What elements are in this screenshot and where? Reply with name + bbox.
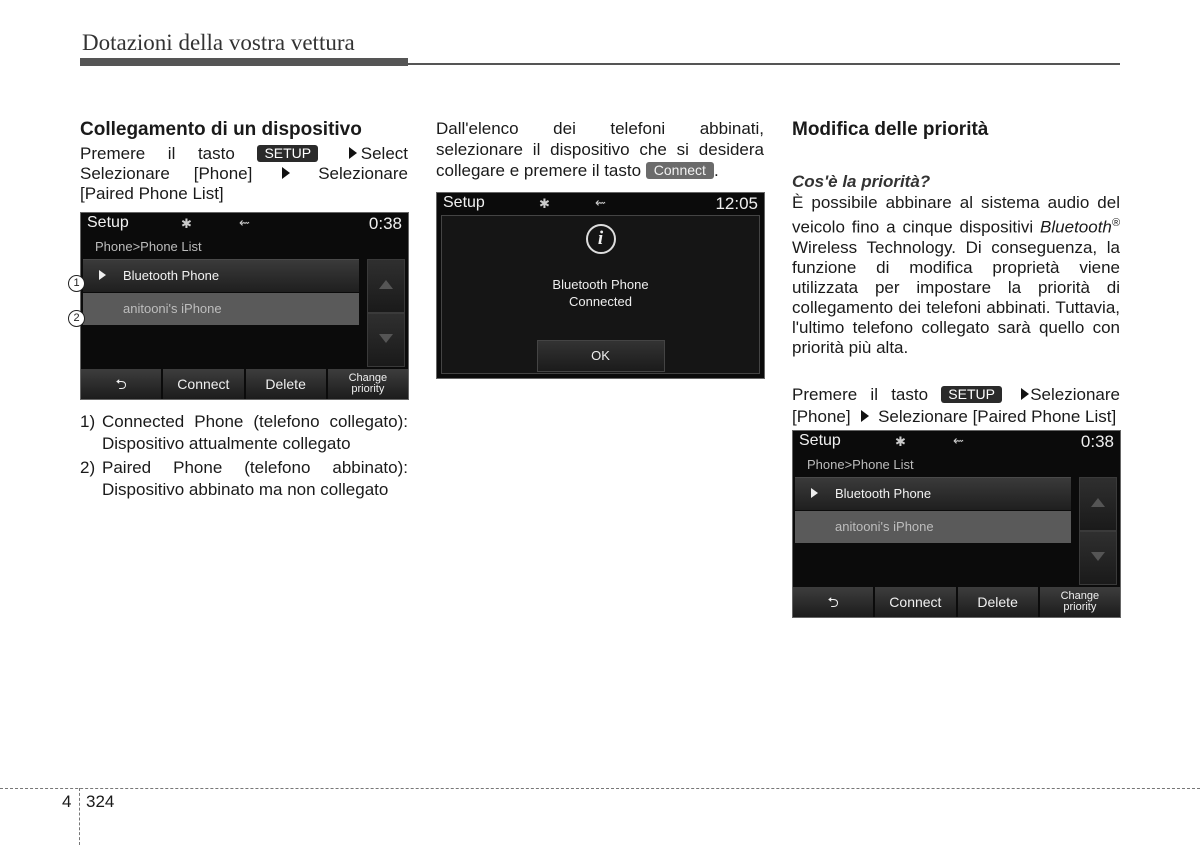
- back-button[interactable]: ⮌: [793, 587, 873, 617]
- popup-message: [442, 276, 759, 310]
- setup-key-tag: SETUP: [941, 386, 1002, 403]
- popup-message-line: Bluetooth Phone: [552, 277, 649, 292]
- page-header-title: Dotazioni della vostra vettura: [82, 30, 355, 55]
- chevron-down-icon: [379, 334, 393, 343]
- arrow-right-icon: [282, 167, 290, 179]
- instr-text: [Paired Phone List]: [80, 184, 224, 203]
- note-number: 2): [80, 458, 96, 477]
- list-item-label: Bluetooth Phone: [835, 486, 932, 501]
- scroll-up-button[interactable]: [367, 259, 405, 313]
- back-button[interactable]: ⮌: [81, 369, 161, 399]
- usb-icon: ⇜: [595, 195, 606, 210]
- section-number: 4: [62, 792, 72, 811]
- notes-list: [80, 411, 408, 501]
- list-item-bluetooth-phone[interactable]: [83, 259, 359, 292]
- delete-button[interactable]: Delete: [246, 369, 326, 399]
- softkey-label: priority: [351, 383, 385, 395]
- chevron-up-icon: [1091, 498, 1105, 507]
- connect-button[interactable]: Connect: [163, 369, 243, 399]
- list-item-label: Bluetooth Phone: [123, 268, 220, 283]
- column-3: [792, 118, 1120, 428]
- note-item: [80, 411, 408, 455]
- list-item-label: anitooni's iPhone: [835, 519, 934, 534]
- ok-button[interactable]: OK: [537, 340, 665, 372]
- body-text: È possibile abbinare al sistema audio del veicolo fino a cinque dispositivi: [792, 193, 1120, 237]
- header-rule-thick: [80, 58, 408, 66]
- instr-text: Premere il tasto: [80, 144, 235, 163]
- info-icon: i: [586, 224, 616, 254]
- list-item-label: anitooni's iPhone: [123, 301, 222, 316]
- note-text: Connected Phone (telefono collegato): Dispositivo attualmente collegato: [102, 412, 408, 453]
- scroll-up-button[interactable]: [1079, 477, 1117, 531]
- section-heading-priority: Modifica delle priorità: [792, 119, 989, 140]
- column-2-text: [436, 118, 764, 181]
- screen-clock: 0:38: [1080, 432, 1114, 451]
- section-heading-connect-device: Collegamento di un dispositivo: [80, 119, 362, 140]
- setup-key-tag: SETUP: [257, 145, 318, 162]
- screen-status-bar: [437, 193, 764, 215]
- screen-title: Setup: [799, 432, 841, 449]
- callout-2: 2: [68, 310, 85, 327]
- instr-text: Selezionare: [1030, 384, 1120, 404]
- footer-divider: [79, 788, 80, 845]
- bluetooth-icon: ✱: [895, 434, 906, 449]
- screen-clock: 0:38: [368, 214, 402, 233]
- subheading-what-is-priority: Cos'è la priorità?: [792, 172, 931, 191]
- usb-icon: ⇜: [953, 433, 964, 448]
- body-text: Wireless Technology. Di conseguenza, la funzione di modifica proprietà viene utilizzata per impostare la priorità di collegamento dei telefoni abbinati. Tuttavia, l'ultimo telefono collegato sarà quello con priorità più alta.: [792, 237, 1120, 357]
- arrow-right-icon: [349, 147, 357, 159]
- connected-arrow-icon: [811, 488, 818, 498]
- softkey-label: Change: [1060, 590, 1100, 602]
- softkey-label: priority: [1063, 601, 1097, 613]
- bluetooth-icon: ✱: [539, 196, 550, 211]
- instr-text: Selezionare [Phone]: [80, 164, 253, 183]
- instruction-text: [792, 384, 1120, 428]
- page-number: 324: [86, 792, 115, 811]
- popup-message-line: Connected: [569, 294, 632, 309]
- scroll-down-button[interactable]: [1079, 531, 1117, 585]
- list-item-anitooni-iphone[interactable]: [83, 293, 359, 325]
- bluetooth-icon: ✱: [181, 216, 192, 231]
- screen-phone-list-2: [792, 430, 1121, 618]
- instr-text: Selezionare [Paired Phone List]: [878, 406, 1117, 426]
- screen-clock: 12:05: [715, 194, 758, 213]
- arrow-right-icon: [861, 410, 869, 422]
- screen-title: Setup: [443, 194, 485, 211]
- delete-button[interactable]: Delete: [958, 587, 1038, 617]
- chevron-up-icon: [379, 280, 393, 289]
- instruction-text: [80, 144, 408, 204]
- header-rule-thin: [408, 63, 1120, 65]
- callout-1: 1: [68, 275, 85, 292]
- softkey-bar: [81, 369, 408, 399]
- screen-title: Setup: [87, 214, 129, 231]
- change-priority-button[interactable]: [1040, 587, 1120, 617]
- note-item: [80, 457, 408, 501]
- list-item-bluetooth-phone[interactable]: [795, 477, 1071, 510]
- change-priority-button[interactable]: [328, 369, 408, 399]
- popup-dialog: [441, 215, 760, 374]
- softkey-label: Change: [348, 372, 388, 384]
- softkey-bar: [793, 587, 1120, 617]
- note-text: Paired Phone (telefono abbinato): Dispositivo abbinato ma non collegato: [102, 458, 408, 499]
- footer-rule: [0, 788, 1200, 789]
- instr-text: [Phone]: [792, 406, 851, 426]
- body-text-italic: Bluetooth: [1040, 217, 1112, 237]
- screen-breadcrumb: Phone>Phone List: [95, 239, 202, 254]
- arrow-right-icon: [1021, 388, 1029, 400]
- priority-paragraph: [792, 193, 1120, 358]
- registered-mark: ®: [1111, 217, 1120, 229]
- screen-phone-list: [80, 212, 409, 400]
- screen-breadcrumb: Phone>Phone List: [807, 457, 914, 472]
- connected-arrow-icon: [99, 270, 106, 280]
- list-item-anitooni-iphone[interactable]: [795, 511, 1071, 543]
- body-text: .: [713, 161, 719, 180]
- connect-key-tag: Connect: [646, 162, 714, 179]
- chevron-down-icon: [1091, 552, 1105, 561]
- connect-button[interactable]: Connect: [875, 587, 955, 617]
- instr-text: Select: [360, 144, 409, 163]
- screen-connected-popup: [436, 192, 765, 379]
- instr-text: Premere il tasto: [792, 384, 929, 404]
- instr-text: Selezionare: [318, 164, 408, 183]
- note-number: 1): [80, 412, 96, 431]
- body-text: Dall'elenco dei telefoni abbinati, selezionare il dispositivo che si desidera collegare e premere il tasto: [436, 119, 764, 180]
- scroll-down-button[interactable]: [367, 313, 405, 367]
- screen-status-bar: [793, 431, 1120, 453]
- usb-icon: ⇜: [239, 215, 250, 230]
- column-1: [80, 118, 408, 204]
- screen-status-bar: [81, 213, 408, 235]
